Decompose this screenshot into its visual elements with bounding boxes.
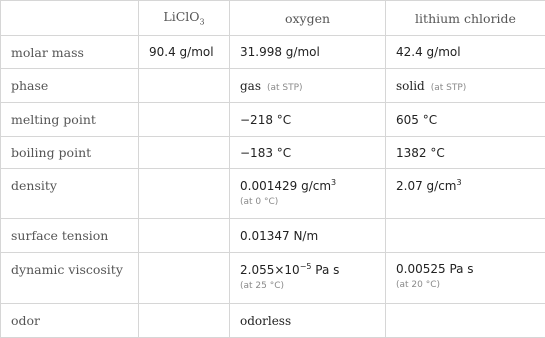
- cell-value: [230, 69, 386, 103]
- cell-empty: [386, 219, 545, 253]
- cell-value: 1382 °C: [386, 137, 545, 169]
- phase-value: solid: [396, 78, 425, 93]
- column-header-oxygen: oxygen: [230, 1, 386, 36]
- viscosity-mantissa: 2.055×10: [240, 263, 300, 277]
- exponent: −5: [299, 262, 312, 271]
- phase-value: gas: [240, 78, 261, 93]
- row-surface-tension: [1, 219, 545, 253]
- viscosity-unit: Pa s: [311, 263, 340, 277]
- row-label: odor: [1, 304, 139, 338]
- column-header-lithium-chloride: lithium chloride: [386, 1, 545, 36]
- cell-value: −218 °C: [230, 103, 386, 137]
- density-value: 2.07 g/cm: [396, 179, 457, 193]
- cell-empty: [139, 169, 230, 219]
- row-label: surface tension: [1, 219, 139, 253]
- row-melting-point: [1, 103, 545, 137]
- row-label: boiling point: [1, 137, 139, 169]
- row-dynamic-viscosity: [1, 253, 545, 304]
- cell-empty: [139, 219, 230, 253]
- cell-empty: [139, 137, 230, 169]
- cell-value: 605 °C: [386, 103, 545, 137]
- row-odor: [1, 304, 545, 338]
- row-boiling-point: [1, 137, 545, 169]
- cell-empty: [139, 69, 230, 103]
- cell-value: 42.4 g/mol: [386, 36, 545, 69]
- condition-note: (at STP): [267, 82, 303, 93]
- cell-empty: [139, 304, 230, 338]
- corner-cell: [1, 1, 139, 36]
- cell-value: [386, 69, 545, 103]
- cell-value: [230, 253, 386, 304]
- density-value: 0.001429 g/cm: [240, 179, 332, 193]
- viscosity-value: 0.00525 Pa s: [396, 262, 474, 276]
- cell-value: [386, 169, 545, 219]
- row-density: [1, 169, 545, 219]
- header-row: [1, 1, 545, 36]
- condition-note: (at 20 °C): [396, 280, 441, 290]
- unit-exponent: 3: [331, 178, 337, 187]
- row-phase: [1, 69, 545, 103]
- row-molar-mass: [1, 36, 545, 69]
- cell-value: −183 °C: [230, 137, 386, 169]
- cell-value: 0.01347 N/m: [230, 219, 386, 253]
- cell-value: 31.998 g/mol: [230, 36, 386, 69]
- condition-note: (at STP): [430, 82, 467, 93]
- cell-value: [386, 253, 545, 304]
- cell-empty: [139, 253, 230, 304]
- column-header-licio3: LiClO$_3$: [139, 1, 230, 36]
- row-label: density: [1, 169, 139, 219]
- row-label: molar mass: [1, 36, 139, 69]
- unit-exponent: 3: [456, 178, 462, 187]
- condition-note: (at 25 °C): [240, 281, 285, 291]
- row-label: dynamic viscosity: [1, 253, 139, 304]
- row-label: melting point: [1, 103, 139, 137]
- condition-note: (at 0 °C): [240, 197, 279, 207]
- cell-value: [230, 169, 386, 219]
- row-label: phase: [1, 69, 139, 103]
- cell-value: 90.4 g/mol: [139, 36, 230, 69]
- cell-value: odorless: [230, 304, 386, 338]
- cell-empty: [386, 304, 545, 338]
- cell-empty: [139, 103, 230, 137]
